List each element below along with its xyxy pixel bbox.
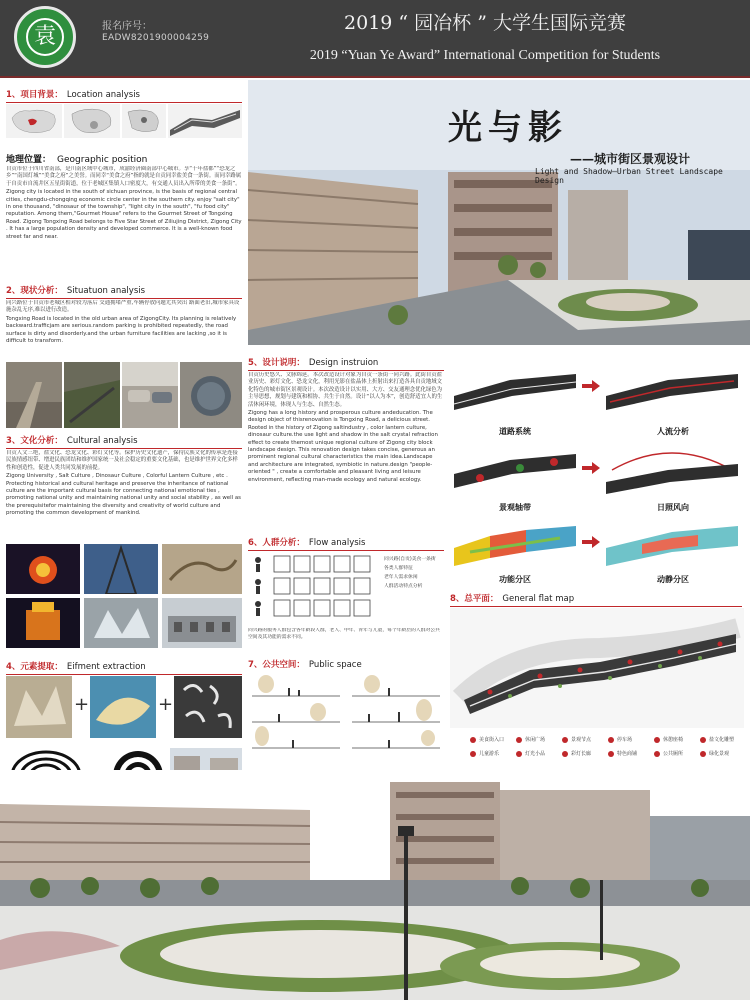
legend-label: 景观节点	[571, 737, 592, 743]
bottom-plaza-render	[0, 770, 750, 1000]
legend-item	[654, 750, 683, 757]
plus-sign-1: +	[74, 694, 90, 715]
section-title-en: Design instruion	[308, 358, 379, 368]
situation-text-en: Tongxing Road is located in the old urban area of ZigongCity. Its planning is relatively backward.trafficjam are serious.random parking is prohibited repeatedly, the road surface is dirty and disorderly.and the urban furniture facilities are lacking ,so it is difficult to transform.	[6, 315, 237, 345]
salt-crystal-photo	[84, 598, 158, 648]
section-general-map-heading	[450, 592, 742, 606]
red-arrow-icon	[582, 536, 600, 548]
competition-title-cn: 2019 “ 园冶杯 ” 大学生国际竞赛	[344, 12, 626, 34]
header-divider	[0, 76, 750, 78]
red-arrow-icon	[582, 380, 600, 392]
dynamic-static-zoning-diagram	[602, 518, 742, 570]
geo-position-heading	[6, 152, 147, 165]
caption-road-system: 道路系统	[499, 427, 531, 436]
serial-label: 报名序号：	[102, 21, 152, 32]
situation-photo-1	[6, 362, 62, 428]
legend-label: 灯光小品	[525, 751, 546, 757]
culture-text-en: Zigong University , Salt Culture , Dinosaur Culture , Colorful Lantern Culture , etc . Protecting historical and cultural heritage and preserve the inheritance of national culture are the important cultural basis for connecting national emotional ties , promoting national unity and maintaining national unity and social stability , as well as the prerequisitefor maintaining the diversity and creativity of world culture and promoting the common development of mankind.	[6, 473, 241, 517]
competition-title-en: 2019 “Yuan Ye Award” International Competition for Students	[309, 48, 661, 63]
road-system-diagram	[450, 356, 580, 422]
culture-description	[6, 450, 242, 540]
legend-label: 休憩座椅	[663, 737, 684, 743]
section-element-heading	[6, 660, 242, 674]
design-text-en: Zigong has a long history and prosperous culture andeducation. The design object of thisrenovation is Tongxing Road, a delicious street. Rooted in the history of Zigong saltindustry , color lantern culture, dinosaur culture.the use light and shadow in the salt crystal refraction effect to create themost unique regional culture of Zigong city block landscape design. This renovation design takes concise, generous an prominent regional cultural characteristics the main idea.Landscape and architecture are integrated, symbiotic in nature.design "people-oriented " , create a comfortable and pleasant living and leisure environment, reflecting man-made ecology and natural ecology.	[248, 410, 438, 483]
section-number: 7、公共空间：	[248, 660, 305, 670]
legend-label: 绿化景观	[709, 751, 730, 757]
legend-dot-icon	[516, 737, 522, 743]
serial-number: EADW8201900004259	[102, 33, 210, 43]
sunlight-wind-diagram	[602, 440, 742, 498]
legend-item	[470, 750, 499, 757]
situation-description	[6, 300, 242, 358]
section-title-en: General flat map	[502, 594, 575, 604]
dinosaur-fossil-photo	[162, 544, 242, 594]
abstract-form-element	[174, 676, 242, 738]
legend-item	[700, 736, 734, 743]
geo-text-en: Zigong city is located in the south of sichuan province, is the basis of regional central cities, chengdu-chongqing economic circle center in the southern city. enjoy "salt city" in one thousand, "dinosaur of the township", "light city in the south", "fu food city" reputation. Among them,"Gourmet House" refers to the Gourmet Street of Tongxing Road. Zigong Tongxing Road belongs to Five Star Street of Ziliujing District, Zigong City . It has a large population density and developed commerce. It is a well-known food street far and near.	[6, 189, 242, 240]
situation-photo-2	[64, 362, 120, 428]
legend-item	[608, 750, 637, 757]
flow-footer-text: 同兴路的服务人群包含各年龄段人群，老人、中年、青年与儿童，每个年龄层的人群对公共空间及其功能的需求不同。	[248, 628, 440, 640]
legend-label: 停车场	[617, 737, 633, 743]
legend-dot-icon	[654, 751, 660, 757]
caption-sunlight-wind: 日照风向	[657, 503, 689, 512]
section-culture-heading	[6, 434, 242, 448]
flow-note: 各类人群特征	[384, 566, 413, 571]
caption-pedestrian-flow: 人流分析	[657, 427, 689, 436]
public-space-sections	[248, 672, 444, 752]
site-strip-thumb	[168, 104, 242, 138]
section-title-en: Public space	[308, 660, 362, 670]
hero-subtitle-en: Light and Shadow—Urban Street Landscape Design	[535, 167, 723, 185]
legend-label: 盐文化雕塑	[709, 737, 735, 743]
legend-dot-icon	[608, 751, 614, 757]
plus-sign-2: +	[158, 694, 174, 715]
section-location-heading	[6, 88, 242, 102]
section-title-en: Eifment extraction	[66, 662, 146, 672]
legend-label: 特色商铺	[617, 751, 638, 757]
legend-label: 彩灯长廊	[571, 751, 592, 757]
legend-label: 公共厕所	[663, 751, 684, 757]
general-site-plan	[450, 608, 744, 728]
competition-logo	[14, 6, 76, 68]
china-map-thumb	[6, 104, 62, 138]
caption-function-zoning: 功能分区	[499, 575, 531, 584]
section-public-space-heading	[248, 658, 444, 672]
red-arrow-icon	[582, 462, 600, 474]
old-street-photo	[162, 598, 242, 648]
caption-dynamic-static: 动静分区	[657, 575, 689, 584]
section-number: 1、项目背景：	[6, 90, 63, 100]
section-design-heading	[248, 356, 444, 370]
lantern-festival-photo	[6, 544, 80, 594]
flow-note: 同兴路(自贡)美食一条街	[384, 557, 436, 562]
flow-notes	[384, 556, 444, 626]
pedestrian-flow-diagram	[602, 356, 742, 422]
geo-description	[6, 166, 242, 276]
design-description	[248, 372, 444, 530]
legend-item	[562, 736, 591, 743]
legend-item	[608, 736, 632, 743]
situation-photo-4	[180, 362, 242, 428]
salt-crystal-element	[6, 676, 72, 738]
crowd-icons-grid	[248, 552, 378, 624]
legend-dot-icon	[470, 737, 476, 743]
section-number: 5、设计说明：	[248, 358, 305, 368]
situation-text-cn: 同兴路位于自贡市老城区相对较为落后 交通拥堵严重,车辆停放问题尤其突出 路面老旧,城市家具设施杂乱无序,难以进行改造。	[6, 300, 240, 314]
situation-photo-3	[122, 362, 178, 428]
legend-dot-icon	[562, 751, 568, 757]
legend-item	[700, 750, 729, 757]
section-flow-heading	[248, 536, 444, 550]
legend-dot-icon	[516, 751, 522, 757]
culture-text-cn: 自贡人文三绝，盐文化、恐龙文化、彩灯文化等。保护历史文化遗产，保持民族文化的传承是连接民族情感纽带、增进民族团结和维护国家统一及社会稳定的重要文化基础，也是维护世界文化多样性和创造性，促进人类共同发展的前提。	[6, 450, 238, 471]
legend-label: 儿童游乐	[479, 751, 500, 757]
design-text-cn: 自贡历史悠久、文脉绵延。本次改造设计对象为自贡一条街一同兴路。此街自贡盐业历史、彩灯文化、恐龙文化，利用光影在盐晶体上折射出来打造各具自贡地域文化特色的城市街区景观设计。本次改造设计以实用、大方、交友通理念优化绿色为主导思想，规划与建筑和相协、共生于自然。设计“以人为本”，创造舒适宜人的生活休闲环境，体现人与生态、自然生态。	[248, 372, 443, 408]
legend-dot-icon	[562, 737, 568, 743]
legend-item	[470, 736, 504, 743]
salt-derrick-photo	[84, 544, 158, 594]
caption-landscape-axis: 景观轴带	[499, 503, 531, 512]
section-situation-heading	[6, 284, 242, 298]
lantern-palace-photo	[6, 598, 80, 648]
zigong-map-thumb	[122, 104, 166, 138]
section-number: 3、文化分析：	[6, 436, 63, 446]
geo-title-en: Geographic position	[57, 155, 148, 165]
legend-dot-icon	[700, 751, 706, 757]
sichuan-map-thumb	[64, 104, 120, 138]
legend-item	[516, 736, 545, 743]
legend-label: 美食街入口	[479, 737, 505, 743]
legend-dot-icon	[700, 737, 706, 743]
hero-title: 光与影	[448, 108, 568, 148]
section-title-en: Flow analysis	[308, 538, 366, 548]
section-number: 4、元素提取：	[6, 662, 63, 672]
poster-header	[0, 0, 750, 76]
section-number: 8、总平面：	[450, 594, 499, 604]
function-zoning-diagram	[450, 518, 580, 570]
legend-label: 休闲广场	[525, 737, 546, 743]
hero-subtitle-cn: ——城市街区景观设计	[570, 152, 691, 166]
legend-dot-icon	[470, 751, 476, 757]
section-title-en: Situatuon analysis	[66, 286, 146, 296]
legend-dot-icon	[654, 737, 660, 743]
flow-note: 老年人需求休闲	[384, 575, 418, 580]
light-refraction-element	[90, 676, 156, 738]
geo-text-cn: 自贡市位于四川省南部，是川南区域中心城市，成渝经济圈南部中心城市。享“千年盐都”“恐龙之乡”“南国灯城”“美食之府”之美誉。而同幸“美食之府”指的就是自贡同幸盐美食一条街。而同幸路属于自贡市自流井区五星街街道，位于老城区集镇人口密度大，有交通人员出入所带的美食一条街”。	[6, 166, 242, 187]
landscape-axis-diagram	[450, 440, 580, 498]
legend-item	[654, 736, 683, 743]
flow-note: 人群活动特点分析	[384, 584, 423, 589]
legend-dot-icon	[608, 737, 614, 743]
legend-item	[562, 750, 591, 757]
section-title-en: Location analysis	[66, 90, 140, 100]
section-title-en: Cultural analysis	[66, 436, 138, 446]
legend-item	[516, 750, 545, 757]
section-number: 2、现状分析：	[6, 286, 63, 296]
logo-glyph: 袁	[26, 18, 64, 56]
geo-title-cn: 地理位置：	[6, 155, 52, 165]
section-number: 6、人群分析：	[248, 538, 305, 548]
